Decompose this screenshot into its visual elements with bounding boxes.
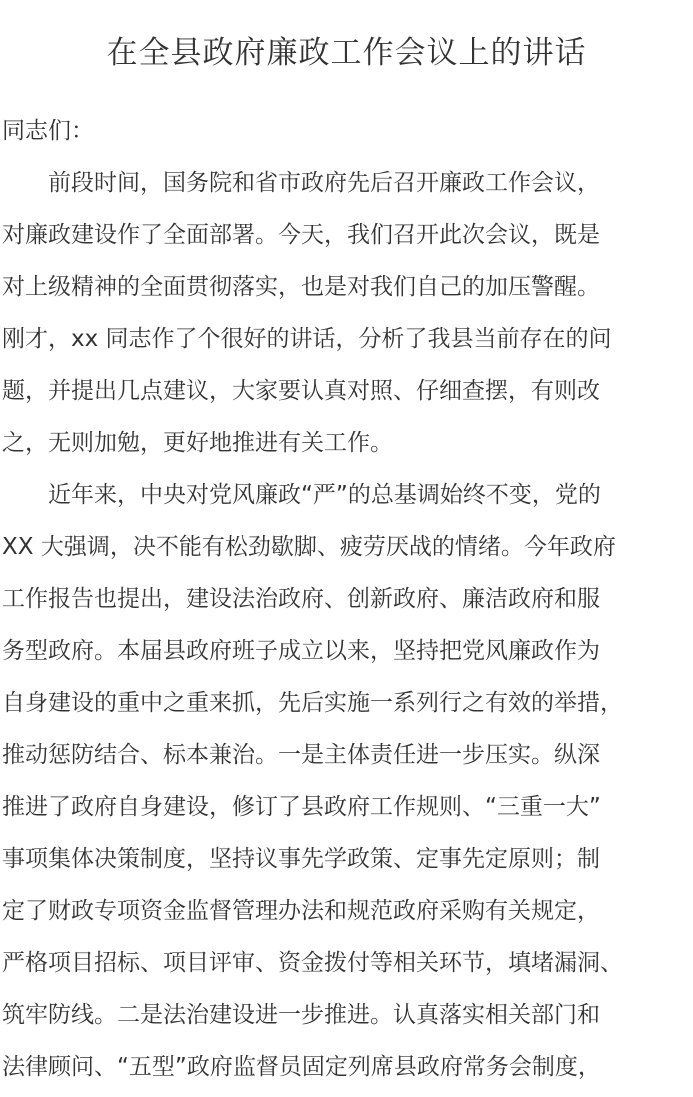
text-line: 同志们： [2, 118, 94, 144]
text-line: 自身建设的重中之重来抓，先后实施一系列行之有效的举措， [2, 690, 623, 716]
text-line: 推进了政府自身建设，修订了县政府工作规则、“三重一大” [2, 794, 601, 820]
text-line: 法律顾问、“五型”政府监督员固定列席县政府常务会制度， [2, 1054, 601, 1080]
text-line: XX 大强调，决不能有松劲歇脚、疲劳厌战的情绪。今年政府 [2, 534, 616, 560]
text-line: 题，并提出几点建议，大家要认真对照、仔细查摆，有则改 [2, 378, 600, 404]
text-line: 工作报告也提出，建设法治政府、创新政府、廉洁政府和服 [2, 586, 600, 612]
text-line: 事项集体决策制度，坚持议事先学政策、定事先定原则；制 [2, 846, 600, 872]
text-line: 刚才，xx 同志作了个很好的讲话，分析了我县当前存在的问 [2, 326, 612, 352]
text-line: 对廉政建设作了全面部署。今天，我们召开此次会议，既是 [2, 222, 600, 248]
text-line: 近年来，中央对党风廉政“严”的总基调始终不变，党的 [2, 482, 601, 508]
document-title: 在全县政府廉政工作会议上的讲话 [106, 35, 587, 71]
text-line: 推动惩防结合、标本兼治。一是主体责任进一步压实。纵深 [2, 742, 600, 768]
text-line: 务型政府。本届县政府班子成立以来，坚持把党风廉政作为 [2, 638, 600, 664]
document-body [2, 105, 692, 1093]
text-line: 严格项目招标、项目评审、资金拨付等相关环节，填堵漏洞、 [2, 950, 623, 976]
text-line: 筑牢防线。二是法治建设进一步推进。认真落实相关部门和 [2, 1002, 600, 1028]
text-line: 前段时间，国务院和省市政府先后召开廉政工作会议， [2, 170, 600, 196]
text-line: 定了财政专项资金监督管理办法和规范政府采购有关规定， [2, 898, 600, 924]
text-line: 对上级精神的全面贯彻落实，也是对我们自己的加压警醒。 [2, 274, 600, 300]
text-line: 之，无则加勉，更好地推进有关工作。 [2, 430, 393, 456]
